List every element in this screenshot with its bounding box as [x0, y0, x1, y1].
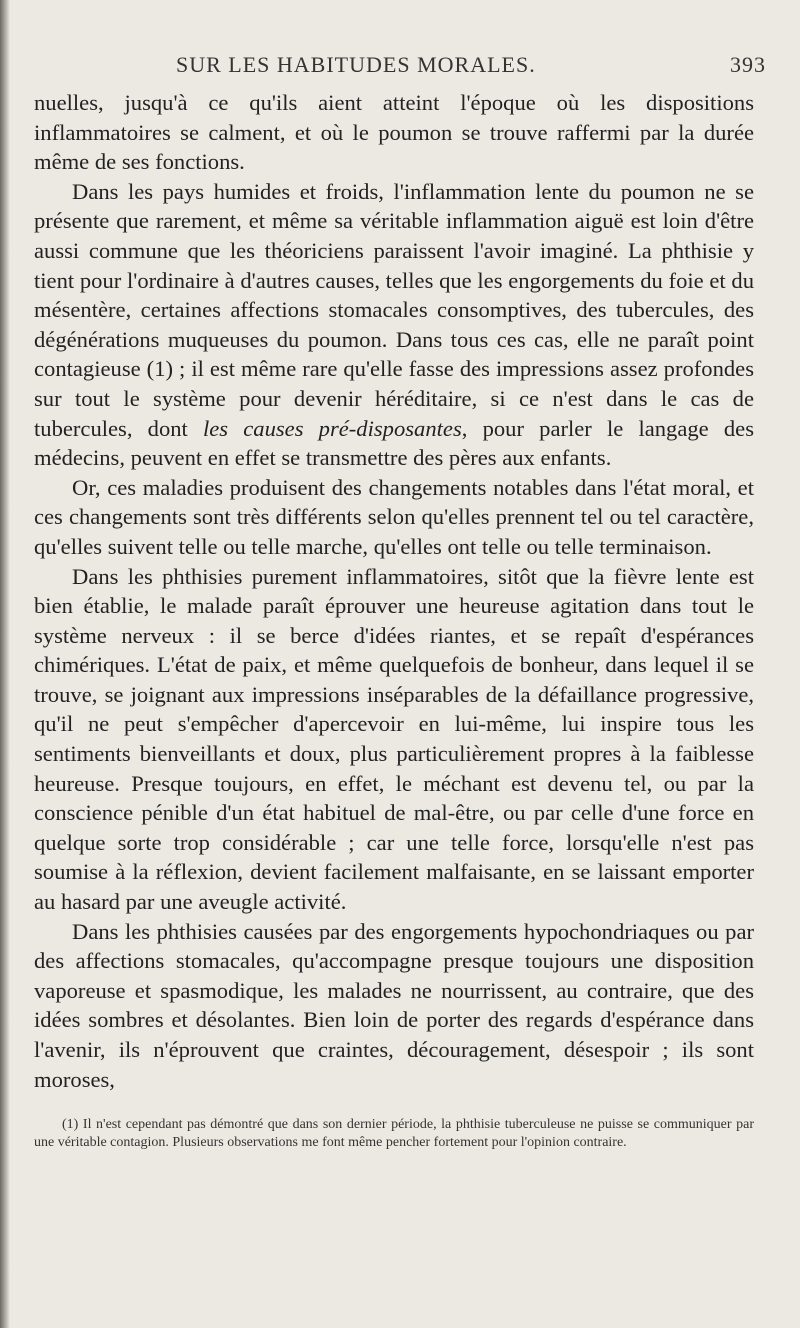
page-number: 393 — [730, 52, 766, 77]
italic-phrase: les causes pré-disposantes — [203, 415, 462, 441]
paragraph-2-end: , pour parler le langage des médecins, peuvent en effet se transmettre des pères aux enfants. — [34, 415, 754, 471]
running-title: SUR LES HABITUDES MORALES. — [176, 52, 536, 77]
paragraph-2 — [34, 177, 754, 473]
running-header — [34, 44, 794, 84]
footnote: (1) Il n'est cependant pas démontré que dans son dernier période, la phthisie tuberculeuse ne puisse se communiquer par une véritable contagion. Plusieurs observations me font même pencher fortement pour l'opinion contraire. — [34, 1117, 754, 1151]
paragraph-1: nuelles, jusqu'à ce qu'ils aient atteint l'époque où les dispositions inflammatoires se calment, et où le poumon se trouve raffermi par la durée même de ses fonctions. — [34, 90, 754, 175]
page-binding-edge — [0, 0, 10, 1328]
body-text — [34, 88, 754, 1094]
paragraph-3: Or, ces maladies produisent des changements notables dans l'état moral, et ces changements sont très différents selon qu'elles prennent tel ou tel caractère, qu'elles suivent telle ou telle marche, qu'elles ont telle ou telle terminaison. — [34, 474, 754, 559]
paragraph-2-text: Dans les pays humides et froids, l'inflammation lente du poumon ne se présente que rarement, et même sa véritable inflammation aiguë est loin d'être aussi commune que les théoriciens paraissent l'avoir imaginé. La phthisie y tient pour l'ordinaire à d'autres causes, telles que les engorgements du foie et du mésentère, certaines affections stomacales consomptives, des tubercules, des dégénérations muqueuses du poumon. Dans tous ces cas, elle ne paraît point contagieuse (1) ; il est même rare qu'elle fasse des impressions assez profondes sur tout le système pour devenir héréditaire, si ce n'est dans le cas de tubercules, dont — [34, 178, 754, 441]
book-page — [34, 44, 794, 1152]
paragraph-4: Dans les phthisies purement inflammatoires, sitôt que la fièvre lente est bien établie, le malade paraît éprouver une heureuse agitation dans tout le système nerveux : il se berce d'idées riantes, et se repaît d'espérances chimériques. L'état de paix, et même quelquefois de bonheur, dans lequel il se trouve, se joignant aux impressions inséparables de la défaillance progressive, qu'il ne peut s'empêcher d'apercevoir en lui-même, lui inspire tous les sentiments bienveillants et doux, plus particulièrement propres à la faiblesse heureuse. Presque toujours, en effet, le méchant est devenu tel, ou par la conscience pénible d'un état habituel de mal-être, ou par celle d'une force en quelque sorte trop considérable ; car une telle force, lorsqu'elle n'est pas soumise à la réflexion, devient facilement malfaisante, en se laissant emporter au hasard par une aveugle activité. — [34, 563, 754, 915]
paragraph-5: Dans les phthisies causées par des engorgements hypochondriaques ou par des affections stomacales, qu'accompagne presque toujours une disposition vaporeuse et spasmodique, les malades ne nourrissent, au contraire, que des idées sombres et désolantes. Bien loin de porter des regards d'espérance dans l'avenir, ils n'éprouvent que craintes, découragement, désespoir ; ils sont moroses, — [34, 918, 754, 1092]
